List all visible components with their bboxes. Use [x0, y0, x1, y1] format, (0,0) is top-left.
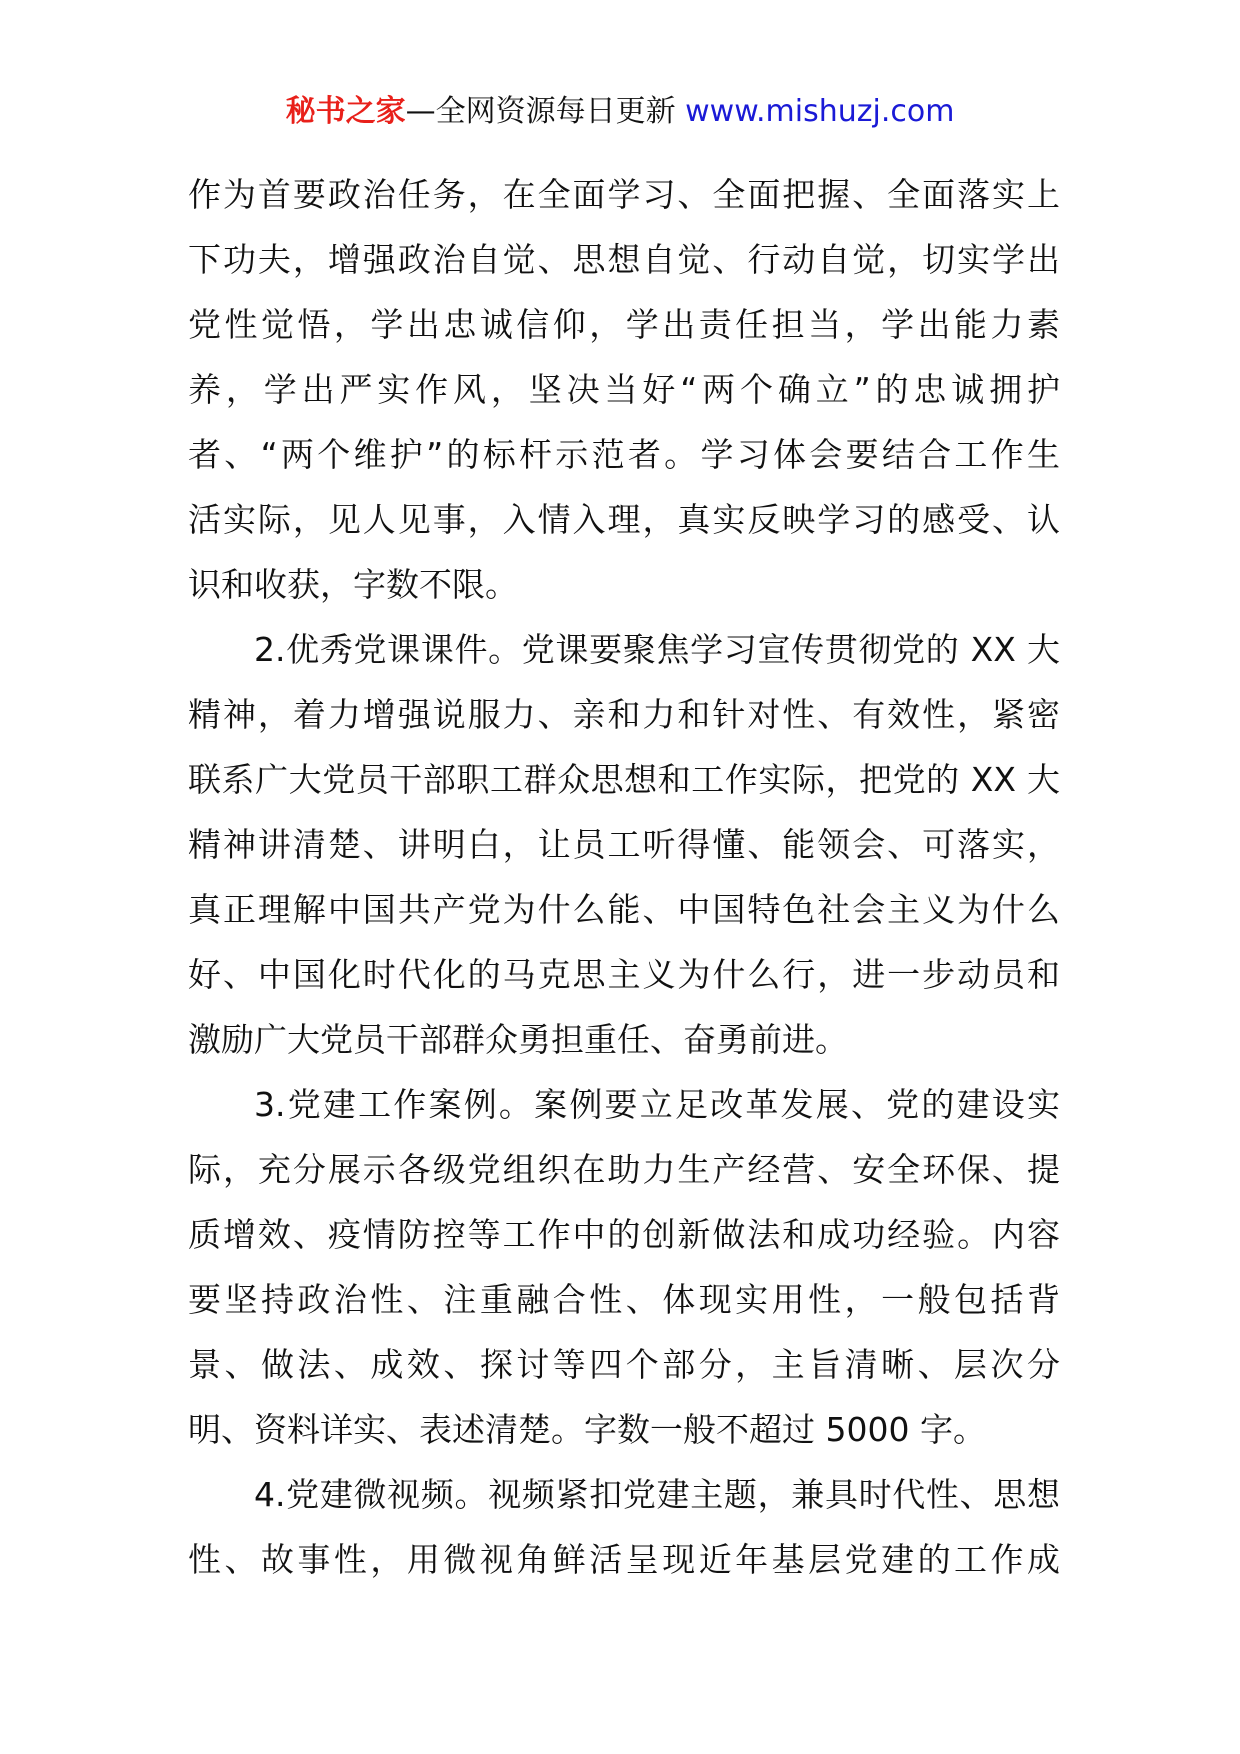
text-line: 好、中国化时代化的马克思主义为什么行，进一步动员和	[188, 955, 1060, 994]
text-line: 明、资料详实、表述清楚。字数一般不超过 5000 字。	[188, 1410, 986, 1449]
text-line: 识和收获，字数不限。	[188, 565, 518, 604]
text-line: 景、做法、成效、探讨等四个部分，主旨清晰、层次分	[188, 1345, 1060, 1384]
text-line: 联系广大党员干部职工群众思想和工作实际，把党的 XX 大	[188, 760, 1060, 799]
text-line: 精神讲清楚、讲明白，让员工听得懂、能领会、可落实，	[188, 825, 1060, 864]
text-line: 质增效、疫情防控等工作中的创新做法和成功经验。内容	[188, 1215, 1060, 1254]
text-line: 际，充分展示各级党组织在助力生产经营、安全环保、提	[188, 1150, 1060, 1189]
text-line: 2.优秀党课课件。党课要聚焦学习宣传贯彻党的 XX 大	[254, 630, 1060, 669]
document-body	[188, 162, 1060, 1592]
text-line: 活实际，见人见事，入情入理，真实反映学习的感受、认	[188, 500, 1060, 539]
text-line: 要坚持政治性、注重融合性、体现实用性，一般包括背	[188, 1280, 1060, 1319]
site-header	[0, 92, 1240, 132]
text-line: 4.党建微视频。视频紧扣党建主题，兼具时代性、思想	[254, 1475, 1060, 1514]
text-line: 党性觉悟，学出忠诚信仰，学出责任担当，学出能力素	[188, 305, 1060, 344]
text-line: 激励广大党员干部群众勇担重任、奋勇前进。	[188, 1020, 848, 1059]
text-line: 精神，着力增强说服力、亲和力和针对性、有效性，紧密	[188, 695, 1060, 734]
text-line: 者、“两个维护”的标杆示范者。学习体会要结合工作生	[188, 435, 1060, 474]
text-line: 性、故事性，用微视角鲜活呈现近年基层党建的工作成	[188, 1540, 1060, 1579]
text-line: 作为首要政治任务，在全面学习、全面把握、全面落实上	[188, 175, 1060, 214]
text-line: 3.党建工作案例。案例要立足改革发展、党的建设实	[254, 1085, 1060, 1124]
header-tagline: —全网资源每日更新	[405, 94, 676, 129]
text-line: 养，学出严实作风，坚决当好“两个确立”的忠诚拥护	[188, 370, 1060, 409]
text-line: 下功夫，增强政治自觉、思想自觉、行动自觉，切实学出	[188, 240, 1060, 279]
text-line: 真正理解中国共产党为什么能、中国特色社会主义为什么	[188, 890, 1060, 929]
brand-name: 秘书之家	[285, 94, 406, 129]
site-url-link[interactable]: www.mishuzj.com	[685, 94, 955, 129]
